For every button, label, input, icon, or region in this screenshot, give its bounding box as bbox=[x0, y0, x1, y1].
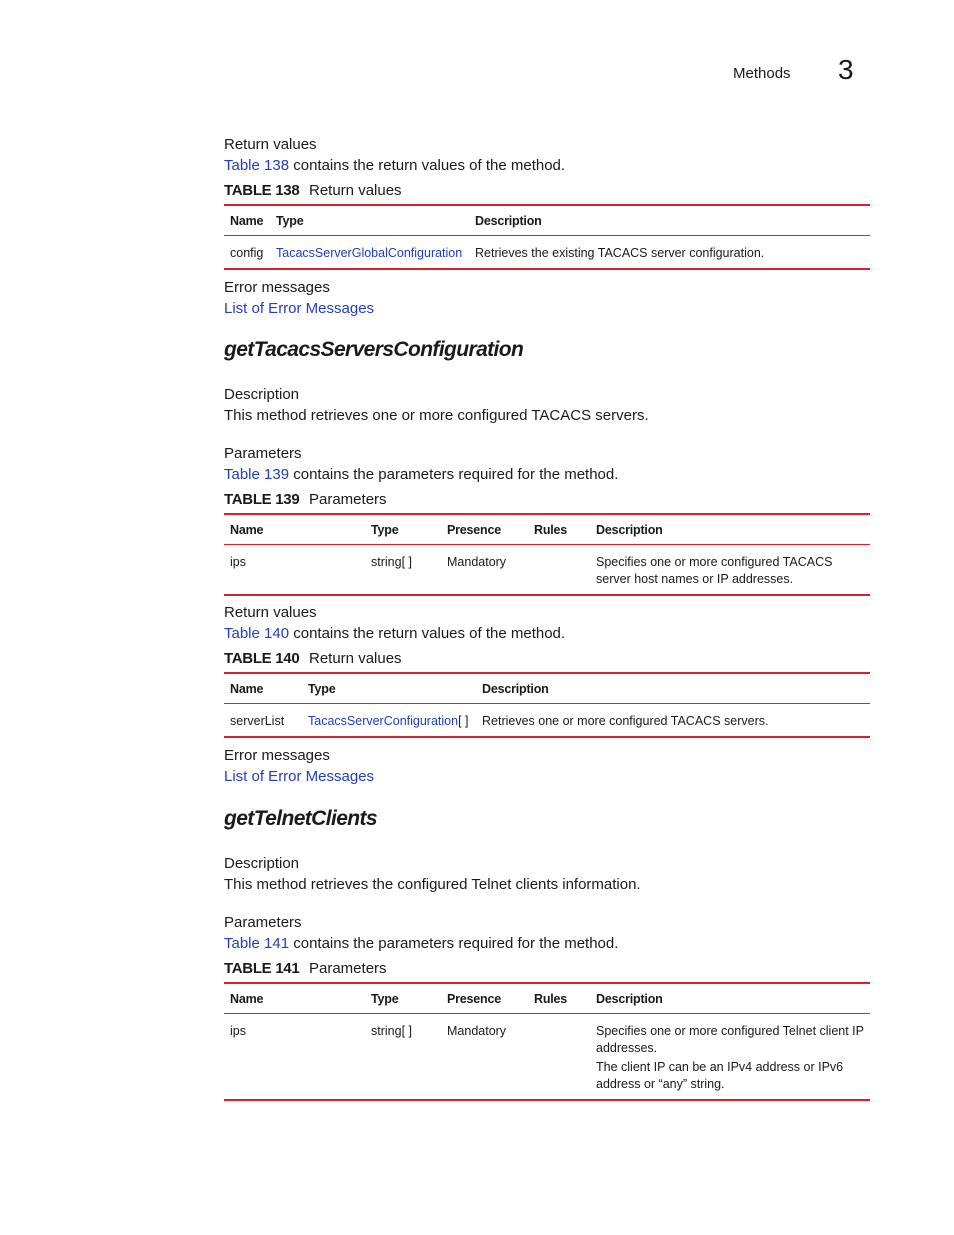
error-messages-heading: Error messages bbox=[224, 279, 330, 296]
col-description: Description bbox=[590, 983, 870, 1014]
description-text: This method retrieves the configured Telnet clients information. bbox=[224, 876, 641, 893]
col-description: Description bbox=[469, 205, 870, 236]
method-title: getTelnetClients bbox=[224, 807, 377, 830]
table-138-number: TABLE 138 bbox=[224, 182, 300, 199]
table-140-number: TABLE 140 bbox=[224, 650, 300, 667]
col-description: Description bbox=[476, 673, 870, 704]
table-row bbox=[224, 236, 870, 270]
cell-presence: Mandatory bbox=[441, 1014, 528, 1101]
table-140-link[interactable]: Table 140 bbox=[224, 625, 290, 642]
parameters-intro: Table 139 contains the parameters required for the method. bbox=[224, 466, 619, 483]
cell-type: TacacsServerConfiguration[ ] bbox=[302, 704, 476, 738]
cell-name: config bbox=[224, 236, 270, 270]
table-138-link[interactable]: Table 138 bbox=[224, 157, 290, 174]
table-141-number: TABLE 141 bbox=[224, 960, 300, 977]
table-header-row bbox=[224, 514, 870, 545]
error-messages-link[interactable]: List of Error Messages bbox=[224, 768, 375, 785]
col-presence: Presence bbox=[441, 983, 528, 1014]
description-line-1: Specifies one or more configured Telnet client IP addresses. bbox=[596, 1024, 864, 1055]
table-row bbox=[224, 545, 870, 596]
parameters-intro: Table 141 contains the parameters required for the method. bbox=[224, 935, 619, 952]
running-header-section: Methods bbox=[733, 65, 791, 82]
cell-description: Specifies one or more configured TACACS server host names or IP addresses. bbox=[590, 545, 870, 596]
error-messages-link[interactable]: List of Error Messages bbox=[224, 300, 375, 317]
col-type: Type bbox=[270, 205, 469, 236]
type-link[interactable]: TacacsServerGlobalConfiguration bbox=[276, 246, 463, 260]
cell-type: string[ ] bbox=[365, 545, 441, 596]
cell-description: Retrieves one or more configured TACACS servers. bbox=[476, 704, 870, 738]
cell-type: string[ ] bbox=[365, 1014, 441, 1101]
table-138-title: Return values bbox=[309, 182, 402, 199]
table-141 bbox=[224, 982, 870, 1101]
description-heading: Description bbox=[224, 386, 300, 403]
return-values-intro: Table 138 contains the return values of the method. bbox=[224, 157, 566, 174]
table-140-caption bbox=[224, 650, 402, 667]
error-messages-link-line bbox=[224, 300, 374, 317]
cell-presence: Mandatory bbox=[441, 545, 528, 596]
table-140 bbox=[224, 672, 870, 738]
col-description: Description bbox=[590, 514, 870, 545]
method-title: getTacacsServersConfiguration bbox=[224, 338, 524, 361]
table-139-title: Parameters bbox=[309, 491, 387, 508]
return-values-heading: Return values bbox=[224, 604, 317, 621]
return-values-heading: Return values bbox=[224, 136, 317, 153]
table-138 bbox=[224, 204, 870, 270]
table-row bbox=[224, 704, 870, 738]
table-139-caption bbox=[224, 491, 387, 508]
table-141-caption bbox=[224, 960, 387, 977]
col-name: Name bbox=[224, 205, 270, 236]
cell-description bbox=[590, 1014, 870, 1101]
return-values-intro: Table 140 contains the return values of the method. bbox=[224, 625, 566, 642]
col-type: Type bbox=[365, 514, 441, 545]
cell-name: ips bbox=[224, 545, 365, 596]
parameters-heading: Parameters bbox=[224, 445, 302, 462]
col-rules: Rules bbox=[528, 983, 590, 1014]
col-rules: Rules bbox=[528, 514, 590, 545]
table-141-title: Parameters bbox=[309, 960, 387, 977]
table-139-number: TABLE 139 bbox=[224, 491, 300, 508]
table-138-caption bbox=[224, 182, 402, 199]
col-name: Name bbox=[224, 673, 302, 704]
table-140-title: Return values bbox=[309, 650, 402, 667]
cell-type bbox=[270, 236, 469, 270]
parameters-heading: Parameters bbox=[224, 914, 302, 931]
cell-description: Retrieves the existing TACACS server configuration. bbox=[469, 236, 870, 270]
cell-name: serverList bbox=[224, 704, 302, 738]
error-messages-heading: Error messages bbox=[224, 747, 330, 764]
chapter-number: 3 bbox=[838, 54, 854, 85]
col-type: Type bbox=[365, 983, 441, 1014]
cell-rules bbox=[528, 545, 590, 596]
cell-name: ips bbox=[224, 1014, 365, 1101]
table-139 bbox=[224, 513, 870, 596]
col-name: Name bbox=[224, 983, 365, 1014]
description-text: This method retrieves one or more configured TACACS servers. bbox=[224, 407, 649, 424]
cell-rules bbox=[528, 1014, 590, 1101]
table-row bbox=[224, 1014, 870, 1101]
col-presence: Presence bbox=[441, 514, 528, 545]
table-header-row bbox=[224, 673, 870, 704]
description-heading: Description bbox=[224, 855, 300, 872]
error-messages-link-line bbox=[224, 768, 374, 785]
col-type: Type bbox=[302, 673, 476, 704]
type-link[interactable]: TacacsServerConfiguration bbox=[308, 714, 459, 728]
table-141-link[interactable]: Table 141 bbox=[224, 935, 290, 952]
table-139-link[interactable]: Table 139 bbox=[224, 466, 290, 483]
table-header-row bbox=[224, 983, 870, 1014]
table-header-row bbox=[224, 205, 870, 236]
description-line-2: The client IP can be an IPv4 address or IPv6 address or “any” string. bbox=[596, 1060, 844, 1091]
col-name: Name bbox=[224, 514, 365, 545]
